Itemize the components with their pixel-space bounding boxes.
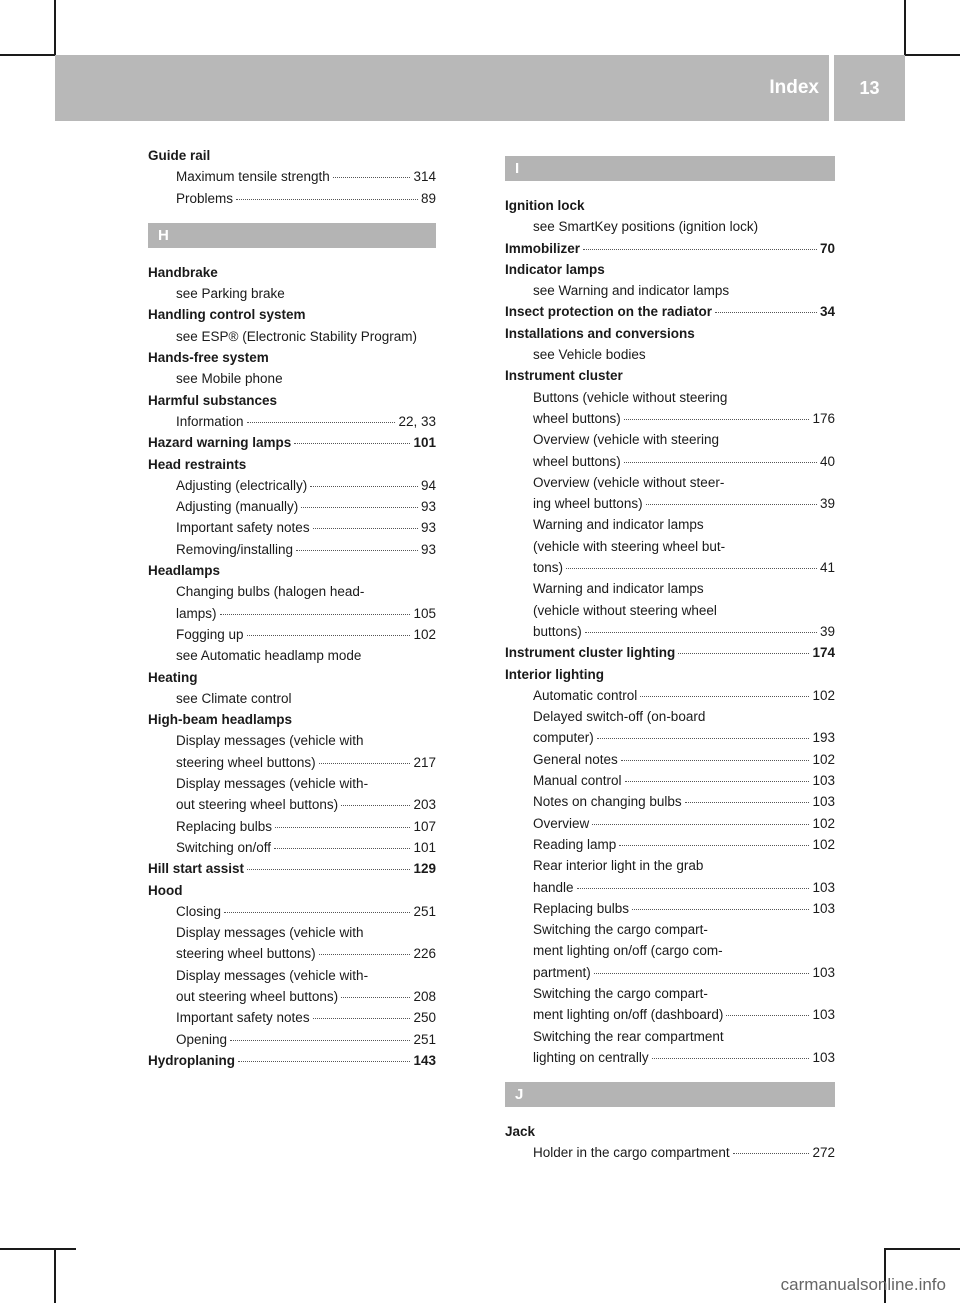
page-reference: 94	[420, 477, 436, 493]
page-reference: 93	[420, 499, 436, 515]
entry-text: Adjusting (electrically)	[176, 477, 308, 493]
entry-text: Display messages (vehicle with-	[176, 776, 369, 792]
index-subentry	[505, 1142, 835, 1163]
entry-text: lamps)	[176, 605, 217, 621]
page-reference: 251	[413, 1031, 436, 1047]
dot-leader	[296, 550, 418, 551]
entry-text: wheel buttons)	[533, 453, 621, 469]
index-entry	[148, 432, 436, 453]
dot-leader	[274, 848, 410, 849]
entry-text: Switching on/off	[176, 839, 272, 855]
index-subentry	[505, 387, 835, 408]
index-subentry	[148, 539, 436, 560]
dot-leader	[640, 696, 809, 697]
index-subentry	[505, 472, 835, 493]
entry-text: handle	[533, 879, 574, 895]
entry-text: see Parking brake	[176, 286, 285, 302]
entry-text: Jack	[505, 1124, 536, 1140]
dot-leader	[301, 507, 418, 508]
entry-text: partment)	[533, 964, 591, 980]
index-subentry	[505, 834, 835, 855]
index-letter-heading: H	[148, 223, 436, 248]
entry-text: Fogging up	[176, 626, 244, 642]
page-reference: 102	[812, 687, 835, 703]
page-reference: 22, 33	[398, 413, 436, 429]
entry-text: Replacing bulbs	[176, 818, 273, 834]
entry-text: Hands-free system	[148, 350, 269, 366]
page-reference: 34	[819, 304, 835, 320]
page-reference: 176	[812, 410, 835, 426]
index-subentry	[505, 280, 835, 301]
index-subentry	[505, 408, 835, 429]
index-subentry	[148, 1029, 436, 1050]
page-reference: 314	[413, 169, 436, 185]
index-subentry	[505, 877, 835, 898]
dot-leader	[624, 419, 810, 420]
dot-leader	[597, 738, 810, 739]
page-reference: 93	[420, 520, 436, 536]
page-reference: 103	[812, 964, 835, 980]
index-subentry	[505, 898, 835, 919]
index-letter-heading: J	[505, 1082, 835, 1107]
index-entry	[148, 145, 436, 166]
entry-text: Adjusting (manually)	[176, 499, 299, 515]
entry-text: Problems	[176, 190, 234, 206]
index-entry	[148, 390, 436, 411]
page-reference: 226	[413, 946, 436, 962]
index-subentry	[148, 475, 436, 496]
entry-text: lighting on centrally	[533, 1049, 649, 1065]
dot-leader	[319, 763, 411, 764]
entry-text: ing wheel buttons)	[533, 496, 643, 512]
index-subentry	[148, 773, 436, 794]
entry-text: Important safety notes	[176, 520, 310, 536]
dot-leader	[310, 486, 418, 487]
index-subentry	[148, 603, 436, 624]
entry-text: Display messages (vehicle with	[176, 925, 364, 941]
index-subentry	[148, 901, 436, 922]
index-subentry	[148, 326, 436, 347]
index-entry	[148, 454, 436, 475]
entry-text: Hood	[148, 882, 183, 898]
page-reference: 39	[819, 496, 835, 512]
entry-text: out steering wheel buttons)	[176, 797, 339, 813]
entry-text: Opening	[176, 1031, 228, 1047]
entry-text: ment lighting on/off (cargo com-	[533, 943, 723, 959]
entry-text: see Warning and indicator lamps	[533, 283, 730, 299]
index-entry	[148, 1050, 436, 1071]
index-subentry	[148, 624, 436, 645]
dot-leader	[715, 312, 817, 313]
entry-text: Handling control system	[148, 307, 306, 323]
entry-text: steering wheel buttons)	[176, 946, 316, 962]
entry-text: see Automatic headlamp mode	[176, 648, 362, 664]
index-subentry	[148, 688, 436, 709]
dot-leader	[220, 614, 411, 615]
entry-text: Information	[176, 413, 244, 429]
entry-text: Instrument cluster lighting	[505, 645, 676, 661]
entry-text: Automatic control	[533, 687, 638, 703]
entry-text: ment lighting on/off (dashboard)	[533, 1007, 724, 1023]
section-title: Index	[769, 77, 819, 98]
index-subentry	[148, 1007, 436, 1028]
dot-leader	[275, 827, 410, 828]
dot-leader	[594, 973, 810, 974]
index-entry	[505, 195, 835, 216]
dot-leader	[583, 249, 817, 250]
index-column-right	[505, 156, 835, 1164]
index-subentry	[148, 517, 436, 538]
dot-leader	[652, 1058, 810, 1059]
index-entry	[505, 301, 835, 322]
index-subentry	[148, 922, 436, 943]
page-reference: 217	[413, 754, 436, 770]
index-entry	[148, 709, 436, 730]
index-subentry	[148, 496, 436, 517]
entry-text: Important safety notes	[176, 1010, 310, 1026]
page-reference: 107	[413, 818, 436, 834]
page-reference: 103	[812, 794, 835, 810]
entry-text: Replacing bulbs	[533, 900, 630, 916]
index-subentry	[148, 794, 436, 815]
page-reference: 103	[812, 900, 835, 916]
dot-leader	[577, 888, 810, 889]
index-entry	[505, 642, 835, 663]
entry-text: Rear interior light in the grab	[533, 858, 704, 874]
dot-leader	[319, 954, 411, 955]
dot-leader	[313, 1018, 411, 1019]
crop-mark-bottom-left-vertical	[54, 1248, 56, 1303]
dot-leader	[230, 1040, 410, 1041]
index-subentry	[148, 943, 436, 964]
index-letter-heading: I	[505, 156, 835, 181]
index-subentry	[505, 770, 835, 791]
page-reference: 102	[812, 815, 835, 831]
index-subentry	[148, 986, 436, 1007]
dot-leader	[341, 997, 410, 998]
dot-leader	[592, 824, 809, 825]
page-reference: 272	[812, 1145, 835, 1161]
index-subentry	[505, 813, 835, 834]
index-subentry	[148, 283, 436, 304]
dot-leader	[685, 802, 810, 803]
index-entry	[505, 365, 835, 386]
page-reference: 40	[819, 453, 835, 469]
entry-text: Display messages (vehicle with	[176, 733, 364, 749]
entry-text: Changing bulbs (halogen head-	[176, 584, 365, 600]
entry-text: Maximum tensile strength	[176, 169, 330, 185]
entry-text: Head restraints	[148, 456, 247, 472]
index-subentry	[505, 983, 835, 1004]
entry-text: Guide rail	[148, 148, 211, 163]
index-subentry	[505, 429, 835, 450]
entry-text: Harmful substances	[148, 392, 278, 408]
index-entry	[148, 667, 436, 688]
dot-leader	[585, 632, 817, 633]
page-reference: 41	[819, 560, 835, 576]
index-subentry	[505, 493, 835, 514]
entry-text: steering wheel buttons)	[176, 754, 316, 770]
dot-leader	[678, 653, 809, 654]
entry-text: tons)	[533, 560, 564, 576]
entry-text: Interior lighting	[505, 666, 604, 682]
page-reference: 102	[812, 836, 835, 852]
index-entry	[505, 259, 835, 280]
entry-text: Hill start assist	[148, 861, 245, 877]
index-subentry	[148, 645, 436, 666]
page-reference: 101	[413, 839, 436, 855]
index-entry	[505, 238, 835, 259]
entry-text: Overview (vehicle with steering	[533, 432, 720, 448]
dot-leader	[619, 845, 809, 846]
index-subentry	[148, 837, 436, 858]
index-subentry	[148, 188, 436, 209]
index-subentry	[148, 816, 436, 837]
page-reference: 103	[812, 773, 835, 789]
entry-text: see ESP® (Electronic Stability Program)	[176, 328, 418, 344]
entry-text: see Vehicle bodies	[533, 347, 646, 363]
entry-text: Switching the cargo compart-	[533, 922, 708, 938]
page-reference: 39	[819, 623, 835, 639]
page-reference: 70	[819, 240, 835, 256]
index-subentry	[505, 1047, 835, 1068]
crop-mark-bottom-right-horizontal	[884, 1248, 960, 1250]
index-subentry	[505, 727, 835, 748]
page-reference: 93	[420, 541, 436, 557]
crop-mark-top-right-horizontal	[905, 54, 960, 56]
entry-text: Overview (vehicle without steer-	[533, 474, 725, 490]
dot-leader	[733, 1153, 810, 1154]
page-reference: 103	[812, 879, 835, 895]
index-subentry	[505, 1004, 835, 1025]
page-reference: 193	[812, 730, 835, 746]
page-reference: 143	[413, 1052, 436, 1068]
page-reference: 105	[413, 605, 436, 621]
index-subentry	[505, 749, 835, 770]
entry-text: Heating	[148, 669, 198, 685]
entry-text: Removing/installing	[176, 541, 294, 557]
entry-text: Ignition lock	[505, 198, 585, 213]
entry-text: High-beam headlamps	[148, 712, 293, 728]
entry-text: out steering wheel buttons)	[176, 988, 339, 1004]
index-subentry	[505, 1026, 835, 1047]
index-entry	[505, 664, 835, 685]
dot-leader	[621, 760, 810, 761]
dot-leader	[632, 909, 809, 910]
entry-text: computer)	[533, 730, 594, 746]
dot-leader	[247, 422, 396, 423]
index-column-left	[148, 145, 436, 1071]
index-subentry	[505, 706, 835, 727]
dot-leader	[625, 781, 810, 782]
index-subentry	[505, 514, 835, 535]
entry-text: Handbrake	[148, 264, 218, 280]
entry-text: Immobilizer	[505, 240, 581, 256]
dot-leader	[313, 528, 418, 529]
index-subentry	[148, 166, 436, 187]
entry-text: Insect protection on the radiator	[505, 304, 713, 320]
index-subentry	[505, 578, 835, 599]
section-header-bar	[55, 55, 829, 121]
page-reference: 102	[413, 626, 436, 642]
dot-leader	[238, 1061, 410, 1062]
entry-text: Warning and indicator lamps	[533, 517, 704, 533]
entry-text: (vehicle without steering wheel	[533, 602, 717, 618]
dot-leader	[247, 869, 410, 870]
entry-text: Closing	[176, 903, 222, 919]
entry-text: Reading lamp	[533, 836, 617, 852]
index-entry	[148, 858, 436, 879]
watermark: carmanualsonline.info	[780, 1275, 946, 1294]
index-subentry	[148, 411, 436, 432]
index-entry	[148, 560, 436, 581]
entry-text: Holder in the cargo compartment	[533, 1145, 730, 1161]
entry-text: Instrument cluster	[505, 368, 623, 384]
entry-text: Notes on changing bulbs	[533, 794, 682, 810]
page-reference: 250	[413, 1010, 436, 1026]
entry-text: Switching the rear compartment	[533, 1028, 724, 1044]
entry-text: see Climate control	[176, 690, 292, 706]
index-subentry	[148, 730, 436, 751]
dot-leader	[624, 462, 817, 463]
index-subentry	[505, 962, 835, 983]
index-subentry	[505, 621, 835, 642]
entry-text: see SmartKey positions (ignition lock)	[533, 219, 759, 235]
index-subentry	[505, 600, 835, 621]
index-entry	[505, 323, 835, 344]
entry-text: buttons)	[533, 623, 582, 639]
index-subentry	[505, 940, 835, 961]
dot-leader	[247, 635, 411, 636]
entry-text: General notes	[533, 751, 618, 767]
page-reference: 102	[812, 751, 835, 767]
index-subentry	[505, 685, 835, 706]
page-reference: 174	[812, 645, 835, 661]
index-subentry	[505, 855, 835, 876]
page-reference: 103	[812, 1049, 835, 1065]
entry-text: Manual control	[533, 773, 622, 789]
dot-leader	[341, 805, 410, 806]
entry-text: Buttons (vehicle without steering	[533, 389, 728, 405]
crop-mark-top-left-horizontal	[0, 54, 55, 56]
page-reference: 129	[413, 861, 436, 877]
entry-text: (vehicle with steering wheel but-	[533, 538, 726, 554]
entry-text: Overview	[533, 815, 590, 831]
dot-leader	[646, 504, 817, 505]
index-subentry	[505, 919, 835, 940]
page-reference: 89	[420, 190, 436, 206]
index-subentry	[505, 536, 835, 557]
dot-leader	[294, 443, 410, 444]
index-entry	[505, 1121, 835, 1142]
page-reference: 251	[413, 903, 436, 919]
page-number: 13	[834, 55, 905, 121]
entry-text: Delayed switch-off (on-board	[533, 709, 706, 725]
index-entry	[148, 880, 436, 901]
entry-text: Display messages (vehicle with-	[176, 967, 369, 983]
entry-text: Installations and conversions	[505, 325, 695, 341]
entry-text: Hydroplaning	[148, 1052, 235, 1068]
entry-text: see Mobile phone	[176, 371, 283, 387]
index-subentry	[148, 752, 436, 773]
entry-text: Headlamps	[148, 563, 221, 579]
crop-mark-top-right-vertical	[904, 0, 906, 55]
page-reference: 103	[812, 1007, 835, 1023]
index-entry	[148, 347, 436, 368]
entry-text: Indicator lamps	[505, 261, 605, 277]
index-entry	[148, 304, 436, 325]
crop-mark-top-left-vertical	[54, 0, 56, 55]
crop-mark-bottom-left-horizontal	[0, 1248, 76, 1250]
index-entry	[148, 262, 436, 283]
page-reference: 208	[413, 988, 436, 1004]
index-subentry	[505, 216, 835, 237]
entry-text: Switching the cargo compart-	[533, 985, 708, 1001]
page-reference: 101	[413, 435, 436, 451]
dot-leader	[236, 199, 418, 200]
dot-leader	[224, 912, 410, 913]
index-subentry	[505, 557, 835, 578]
entry-text: Warning and indicator lamps	[533, 581, 704, 597]
entry-text: Hazard warning lamps	[148, 435, 292, 451]
index-subentry	[148, 581, 436, 602]
dot-leader	[726, 1015, 809, 1016]
dot-leader	[333, 177, 411, 178]
index-subentry	[148, 368, 436, 389]
dot-leader	[566, 568, 817, 569]
index-subentry	[505, 791, 835, 812]
index-subentry	[148, 965, 436, 986]
index-subentry	[505, 344, 835, 365]
index-subentry	[505, 451, 835, 472]
entry-text: wheel buttons)	[533, 410, 621, 426]
page-reference: 203	[413, 797, 436, 813]
